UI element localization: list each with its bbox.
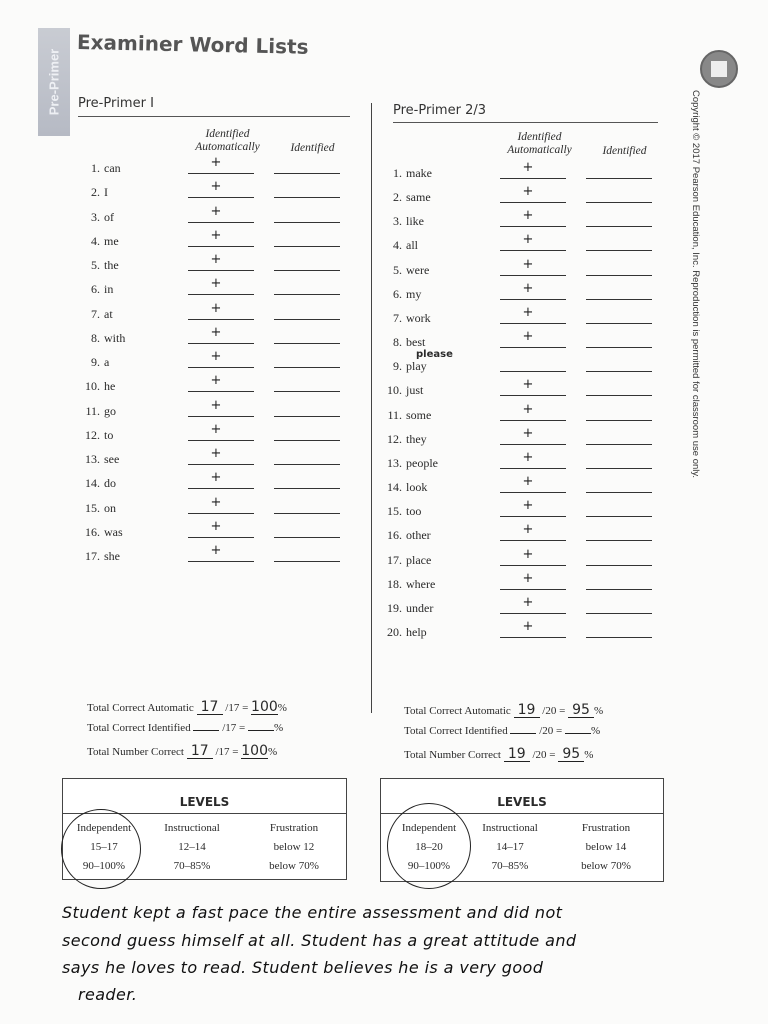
level-range: 12–14 xyxy=(178,841,206,853)
word-number: 10. xyxy=(387,383,402,398)
word-text: like xyxy=(406,214,424,229)
auto-answer-line[interactable] xyxy=(500,347,566,348)
auto-answer-line[interactable] xyxy=(188,294,254,295)
total-percent[interactable] xyxy=(565,733,591,734)
word-number: 17. xyxy=(387,552,402,567)
ident-answer-line[interactable] xyxy=(586,516,652,517)
auto-answer-line[interactable] xyxy=(500,516,566,517)
percent-sign: % xyxy=(267,746,278,758)
ident-answer-line[interactable] xyxy=(274,416,340,417)
check-mark: + xyxy=(522,184,534,200)
auto-answer-line[interactable] xyxy=(500,226,566,227)
auto-answer-line[interactable] xyxy=(188,440,254,441)
total-percent[interactable]: 100 xyxy=(241,743,268,759)
total-count[interactable]: 19 xyxy=(504,747,530,762)
auto-answer-line[interactable] xyxy=(188,464,254,465)
word-number: 16. xyxy=(85,524,100,539)
percent-sign: % xyxy=(584,749,594,761)
check-mark: + xyxy=(210,470,222,486)
level-name: Frustration xyxy=(269,822,319,834)
level-name: Independent xyxy=(76,822,132,834)
total-row xyxy=(87,744,277,759)
left-section-heading: Pre-Primer I xyxy=(78,96,154,111)
word-text: help xyxy=(406,625,427,640)
word-number: 10. xyxy=(85,379,100,394)
ident-answer-line[interactable] xyxy=(586,323,652,324)
word-number: 14. xyxy=(85,476,100,491)
ident-answer-line[interactable] xyxy=(586,178,652,179)
word-text: some xyxy=(406,407,432,422)
auto-answer-line[interactable] xyxy=(188,537,254,538)
word-text: can xyxy=(104,161,121,175)
left-col-auto-header: Identified Automatically xyxy=(195,128,260,153)
total-percent[interactable]: 100 xyxy=(251,699,278,715)
check-mark: + xyxy=(210,446,222,461)
auto-answer-line[interactable] xyxy=(500,395,566,396)
word-text: they xyxy=(406,431,427,446)
ident-answer-line[interactable] xyxy=(586,420,652,421)
level-instructional xyxy=(465,819,555,876)
ident-answer-line[interactable] xyxy=(586,492,652,493)
level-frustration xyxy=(561,819,651,876)
word-number: 9. xyxy=(91,355,100,369)
ident-answer-line[interactable] xyxy=(586,540,652,541)
ident-answer-line[interactable] xyxy=(586,347,652,348)
word-text: I xyxy=(104,185,108,200)
ident-answer-line[interactable] xyxy=(586,613,652,614)
column-divider xyxy=(371,103,372,713)
word-number: 1. xyxy=(393,166,402,180)
ident-answer-line[interactable] xyxy=(274,270,340,271)
ident-answer-line[interactable] xyxy=(586,299,652,300)
word-number: 14. xyxy=(387,480,402,495)
word-number: 15. xyxy=(387,504,402,519)
auto-answer-line[interactable] xyxy=(500,371,566,372)
total-count[interactable] xyxy=(510,733,536,734)
ident-answer-line[interactable] xyxy=(274,561,340,562)
check-mark: + xyxy=(522,449,534,465)
ident-answer-line[interactable] xyxy=(586,565,652,566)
auto-answer-line[interactable] xyxy=(500,492,566,493)
word-text: see xyxy=(104,452,120,466)
word-number: 8. xyxy=(91,330,100,345)
word-number: 5. xyxy=(393,262,402,277)
check-mark: + xyxy=(210,397,222,413)
ident-answer-line[interactable] xyxy=(586,202,652,203)
percent-sign: % xyxy=(273,722,284,734)
page-title: Examiner Word Lists xyxy=(76,30,309,59)
check-mark: + xyxy=(522,232,534,248)
check-mark: + xyxy=(522,425,534,441)
total-row xyxy=(404,747,593,762)
auto-answer-line[interactable] xyxy=(188,222,254,223)
check-mark: + xyxy=(522,546,534,562)
level-independent xyxy=(384,819,474,876)
auto-answer-line[interactable] xyxy=(188,270,254,271)
percent-sign: % xyxy=(277,702,287,714)
percent-sign: % xyxy=(590,725,601,737)
copyright-notice: Copyright © 2017 Pearson Education, Inc. Reproduction is permitted for classroom use only. xyxy=(690,90,701,479)
word-text: make xyxy=(406,166,432,180)
auto-answer-line[interactable] xyxy=(188,391,254,392)
divider xyxy=(393,122,658,123)
total-label: Total Number Correct xyxy=(404,749,501,761)
auto-answer-line[interactable] xyxy=(500,323,566,324)
check-mark: + xyxy=(522,160,534,175)
ident-answer-line[interactable] xyxy=(274,197,340,198)
word-number: 16. xyxy=(387,528,402,543)
word-text: other xyxy=(406,528,431,543)
total-label: Total Number Correct xyxy=(87,746,184,758)
word-text: look xyxy=(406,480,428,495)
word-number: 4. xyxy=(393,238,402,253)
auto-answer-line[interactable] xyxy=(188,197,254,198)
ident-answer-line[interactable] xyxy=(274,537,340,538)
check-mark: + xyxy=(210,494,222,510)
ident-answer-line[interactable] xyxy=(586,589,652,590)
word-text: just xyxy=(406,383,424,398)
word-text: under xyxy=(406,600,434,615)
word-text: where xyxy=(406,576,436,591)
total-count[interactable] xyxy=(193,730,219,731)
word-text: were xyxy=(406,262,430,277)
level-name: Instructional xyxy=(482,822,538,834)
auto-answer-line[interactable] xyxy=(188,416,254,417)
level-percent: 70–85% xyxy=(173,860,211,872)
check-mark: + xyxy=(522,401,534,417)
word-text: in xyxy=(104,282,114,297)
word-text: play xyxy=(406,359,427,374)
word-number: 8. xyxy=(393,335,402,350)
auto-answer-line[interactable] xyxy=(188,173,254,174)
ident-answer-line[interactable] xyxy=(586,395,652,396)
word-number: 19. xyxy=(387,600,402,615)
right-col-auto-header: Identified Automatically xyxy=(507,131,572,156)
word-number: 1. xyxy=(91,161,100,175)
check-mark: + xyxy=(522,208,534,224)
word-text: was xyxy=(104,524,123,539)
word-text: of xyxy=(104,209,114,224)
auto-answer-line[interactable] xyxy=(500,299,566,300)
ident-answer-line[interactable] xyxy=(586,444,652,445)
ident-answer-line[interactable] xyxy=(274,440,340,441)
word-number: 12. xyxy=(85,427,100,442)
word-text: go xyxy=(104,403,116,418)
ident-answer-line[interactable] xyxy=(586,371,652,372)
auto-answer-line[interactable] xyxy=(500,540,566,541)
check-mark: + xyxy=(522,522,534,538)
level-independent xyxy=(59,819,149,876)
word-text: place xyxy=(406,552,432,567)
check-mark: + xyxy=(210,518,222,534)
auto-answer-line[interactable] xyxy=(188,367,254,368)
check-mark: + xyxy=(522,570,534,586)
total-of: /17 = xyxy=(215,746,239,758)
word-number: 3. xyxy=(91,209,100,224)
section-tab xyxy=(38,28,70,136)
level-name: Instructional xyxy=(164,822,220,834)
word-text: all xyxy=(406,238,418,253)
total-of: /20 = xyxy=(542,705,566,717)
total-count[interactable]: 17 xyxy=(197,700,223,715)
word-number: 11. xyxy=(85,403,100,418)
word-number: 20. xyxy=(387,625,402,640)
word-text: work xyxy=(406,310,431,325)
examiner-note-line: reader. xyxy=(78,985,138,1004)
auto-answer-line[interactable] xyxy=(500,589,566,590)
examiner-note-line: says he loves to read. Student believes he is a very good xyxy=(62,958,544,977)
ident-answer-line[interactable] xyxy=(274,343,340,344)
auto-answer-line[interactable] xyxy=(500,468,566,469)
word-text: a xyxy=(104,355,110,369)
word-number: 6. xyxy=(91,282,100,297)
auto-answer-line[interactable] xyxy=(500,178,566,179)
word-number: 6. xyxy=(393,286,402,301)
word-number: 12. xyxy=(387,431,402,446)
level-range: 18–20 xyxy=(415,841,443,853)
check-mark: + xyxy=(522,619,534,635)
auto-answer-line[interactable] xyxy=(188,343,254,344)
word-text: do xyxy=(104,476,116,491)
word-number: 11. xyxy=(387,407,402,422)
word-number: 7. xyxy=(91,306,100,321)
check-mark: + xyxy=(210,349,222,364)
total-row xyxy=(404,725,600,737)
level-percent: 90–100% xyxy=(407,860,451,872)
word-text: he xyxy=(104,379,116,394)
auto-answer-line[interactable] xyxy=(188,513,254,514)
divider xyxy=(78,116,350,117)
check-mark: + xyxy=(210,227,222,243)
total-count[interactable]: 17 xyxy=(187,744,213,759)
total-of: /20 = xyxy=(539,725,563,737)
level-percent: 70–85% xyxy=(491,860,529,872)
word-number: 9. xyxy=(393,359,402,374)
total-percent[interactable] xyxy=(248,730,274,731)
ident-answer-line[interactable] xyxy=(586,250,652,251)
auto-answer-line[interactable] xyxy=(500,202,566,203)
word-text: at xyxy=(104,306,113,321)
check-mark: + xyxy=(210,324,222,340)
word-text: same xyxy=(406,190,431,205)
total-of: /20 = xyxy=(532,749,556,761)
word-number: 3. xyxy=(393,214,402,229)
auto-answer-line[interactable] xyxy=(500,637,566,638)
ident-answer-line[interactable] xyxy=(274,513,340,514)
auto-answer-line[interactable] xyxy=(500,565,566,566)
word-text: the xyxy=(104,258,119,272)
check-mark: + xyxy=(522,280,534,296)
ident-answer-line[interactable] xyxy=(274,294,340,295)
check-mark: + xyxy=(210,155,222,170)
publisher-logo-icon xyxy=(700,50,738,88)
total-row xyxy=(87,722,283,734)
right-col-ident-header: Identified xyxy=(602,145,647,157)
ident-answer-line[interactable] xyxy=(274,391,340,392)
right-levels-table xyxy=(380,778,664,882)
ident-answer-line[interactable] xyxy=(274,173,340,174)
word-number: 17. xyxy=(85,549,100,563)
total-row xyxy=(404,703,603,718)
auto-answer-line[interactable] xyxy=(500,275,566,276)
word-text: she xyxy=(104,549,120,563)
word-number: 2. xyxy=(393,190,402,205)
section-tab-label: Pre-Primer xyxy=(46,48,62,116)
level-range: below 14 xyxy=(585,841,627,853)
right-section-heading: Pre-Primer 2/3 xyxy=(393,103,486,118)
check-mark: + xyxy=(210,421,222,437)
total-of: /17 = xyxy=(225,702,249,714)
level-percent: below 70% xyxy=(269,860,319,872)
auto-answer-line[interactable] xyxy=(500,250,566,251)
word-text: best xyxy=(406,335,426,350)
word-text: to xyxy=(104,427,114,442)
check-mark: + xyxy=(210,373,222,389)
left-levels-table xyxy=(62,778,347,880)
check-mark: + xyxy=(522,256,534,272)
level-percent: below 70% xyxy=(581,860,631,872)
level-range: 14–17 xyxy=(496,841,524,853)
ident-answer-line[interactable] xyxy=(586,226,652,227)
ident-answer-line[interactable] xyxy=(274,246,340,247)
total-of: /17 = xyxy=(222,722,246,734)
level-range: below 12 xyxy=(273,841,315,853)
ident-answer-line[interactable] xyxy=(586,468,652,469)
check-mark: + xyxy=(210,252,222,267)
word-text: too xyxy=(406,504,422,519)
left-col-ident-header: Identified xyxy=(290,142,335,154)
level-name: Frustration xyxy=(581,822,631,834)
check-mark: + xyxy=(210,203,222,219)
examiner-note-line: Student kept a fast pace the entire assessment and did not xyxy=(62,903,563,922)
check-mark: + xyxy=(522,377,534,393)
total-label: Total Correct Identified xyxy=(87,722,191,734)
ident-answer-line[interactable] xyxy=(274,367,340,368)
percent-sign: % xyxy=(594,705,604,717)
word-number: 7. xyxy=(393,310,402,325)
word-number: 13. xyxy=(85,452,100,466)
ident-answer-line[interactable] xyxy=(274,488,340,489)
level-instructional xyxy=(147,819,237,876)
word-number: 15. xyxy=(85,500,100,515)
examiner-note-line: second guess himself at all. Student has a great attitude and xyxy=(62,931,577,950)
auto-answer-line[interactable] xyxy=(188,246,254,247)
ident-answer-line[interactable] xyxy=(274,222,340,223)
check-mark: + xyxy=(522,474,534,490)
word-number: 4. xyxy=(91,233,100,248)
word-text: with xyxy=(104,330,126,345)
auto-answer-line[interactable] xyxy=(500,613,566,614)
check-mark: + xyxy=(210,300,222,316)
total-count[interactable]: 19 xyxy=(514,703,540,718)
word-text: people xyxy=(406,455,438,470)
total-label: Total Correct Automatic xyxy=(404,705,511,717)
check-mark: + xyxy=(522,329,534,345)
word-text: me xyxy=(104,233,119,248)
ident-answer-line[interactable] xyxy=(586,637,652,638)
total-percent[interactable]: 95 xyxy=(568,703,594,718)
check-mark: + xyxy=(522,498,534,514)
word-text: on xyxy=(104,500,116,515)
total-percent[interactable]: 95 xyxy=(558,747,584,762)
auto-answer-line[interactable] xyxy=(188,488,254,489)
check-mark: + xyxy=(210,276,222,292)
word-number: 5. xyxy=(91,258,100,272)
auto-answer-line[interactable] xyxy=(500,444,566,445)
level-percent: 90–100% xyxy=(82,860,126,872)
ident-answer-line[interactable] xyxy=(274,319,340,320)
ident-answer-line[interactable] xyxy=(274,464,340,465)
level-range: 15–17 xyxy=(90,841,118,853)
ident-answer-line[interactable] xyxy=(586,275,652,276)
word-number: 2. xyxy=(91,185,100,200)
total-label: Total Correct Automatic xyxy=(87,702,194,714)
total-row xyxy=(87,700,287,715)
check-mark: + xyxy=(210,179,222,195)
levels-heading: LEVELS xyxy=(497,795,547,809)
word-number: 13. xyxy=(387,455,402,470)
check-mark: + xyxy=(522,304,534,320)
check-mark: + xyxy=(522,594,534,610)
handwritten-correction: please xyxy=(416,349,453,361)
auto-answer-line[interactable] xyxy=(188,561,254,562)
auto-answer-line[interactable] xyxy=(500,420,566,421)
total-label: Total Correct Identified xyxy=(404,725,508,737)
word-text: my xyxy=(406,286,422,301)
word-number: 18. xyxy=(387,576,402,591)
level-name: Independent xyxy=(401,822,457,834)
auto-answer-line[interactable] xyxy=(188,319,254,320)
check-mark: + xyxy=(210,543,222,558)
level-frustration xyxy=(249,819,339,876)
levels-heading: LEVELS xyxy=(179,795,230,809)
